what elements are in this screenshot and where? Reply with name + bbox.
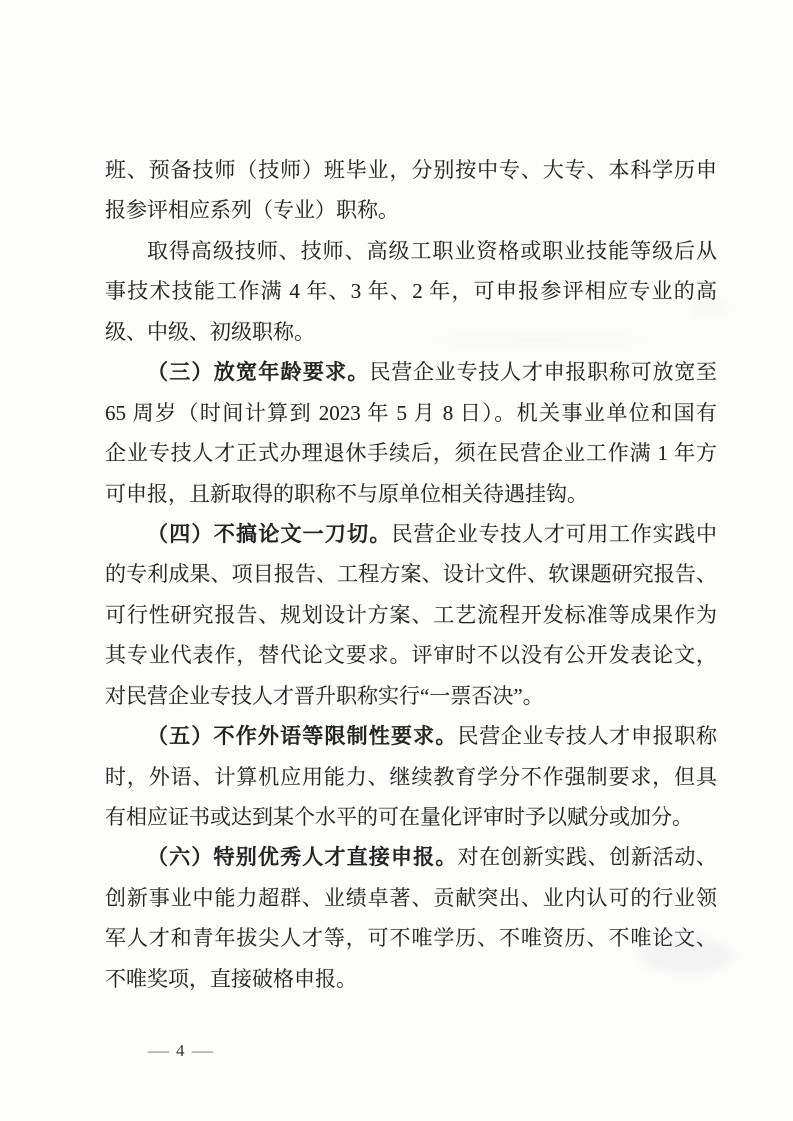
document-body bbox=[105, 150, 717, 999]
para-degree-continuation bbox=[105, 150, 717, 231]
text-line bbox=[105, 352, 717, 392]
text-segment: 民营企业专技人才申报职称可放宽至 bbox=[369, 360, 717, 385]
section-heading: （四）不搞论文一刀切。 bbox=[147, 521, 392, 546]
text-segment: 可申报，且新取得的职称不与原单位相关待遇挂钩。 bbox=[105, 481, 588, 506]
para-skill-qualification bbox=[105, 231, 717, 352]
text-line bbox=[105, 554, 717, 594]
text-segment: 班、预备技师（技师）班毕业，分别按中专、大专、本科学历申 bbox=[105, 158, 717, 182]
text-line bbox=[105, 918, 717, 958]
text-segment: 有相应证书或达到某个水平的可在量化评审时予以赋分或加分。 bbox=[105, 805, 693, 829]
section-heading: （三）放宽年龄要求。 bbox=[147, 360, 370, 385]
text-line bbox=[105, 474, 717, 514]
text-line bbox=[105, 312, 717, 352]
text-segment: 65 周岁（时间计算到 2023 年 5 月 8 日）。机关事业单位和国有 bbox=[105, 400, 717, 425]
text-line bbox=[105, 676, 717, 716]
text-line bbox=[105, 150, 717, 190]
section-4-no-one-size-fits-all-papers bbox=[105, 514, 717, 716]
text-line bbox=[105, 878, 717, 918]
page-number: 4 bbox=[176, 1041, 185, 1060]
text-line bbox=[105, 190, 717, 230]
text-segment: 对在创新实践、创新活动、 bbox=[457, 845, 717, 870]
text-line bbox=[105, 595, 717, 635]
section-6-outstanding-talent-direct-application bbox=[105, 837, 717, 999]
text-segment: 不唯奖项，直接破格申报。 bbox=[105, 966, 357, 991]
text-segment: 对民营企业专技人才晋升职称实行“一票否决”。 bbox=[105, 683, 544, 708]
section-3-relax-age-requirement bbox=[105, 352, 717, 514]
text-line bbox=[105, 271, 717, 311]
text-line bbox=[105, 514, 717, 554]
text-segment: 民营企业专技人才可用工作实践中 bbox=[391, 521, 717, 546]
section-heading: （五）不作外语等限制性要求。 bbox=[147, 724, 458, 749]
text-segment: 企业专技人才正式办理退休手续后，须在民营企业工作满 1 年方 bbox=[105, 441, 717, 466]
text-segment: 创新事业中能力超群、业绩卓著、贡献突出、业内认可的行业领 bbox=[105, 885, 717, 910]
text-line bbox=[105, 635, 717, 675]
footer-dash-left: — bbox=[147, 1041, 170, 1060]
text-segment: 可行性研究报告、规划设计方案、工艺流程开发标准等成果作为 bbox=[105, 602, 717, 627]
section-heading: （六）特别优秀人才直接申报。 bbox=[147, 845, 458, 870]
page-footer bbox=[147, 1040, 213, 1062]
text-line bbox=[105, 757, 717, 797]
text-line bbox=[105, 393, 717, 433]
text-line bbox=[105, 716, 717, 756]
text-segment: 事技术技能工作满 4 年、3 年、2 年，可申报参评相应专业的高 bbox=[105, 279, 717, 304]
text-line bbox=[105, 959, 717, 999]
text-segment: 军人才和青年拔尖人才等，可不唯学历、不唯资历、不唯论文、 bbox=[105, 926, 717, 951]
text-segment: 民营企业专技人才申报职称 bbox=[457, 724, 717, 749]
text-line bbox=[105, 433, 717, 473]
text-segment: 级、中级、初级职称。 bbox=[105, 319, 315, 344]
text-segment: 的专利成果、项目报告、工程方案、设计文件、软课题研究报告、 bbox=[105, 562, 717, 587]
text-line bbox=[105, 231, 717, 271]
section-5-no-language-restrictions bbox=[105, 716, 717, 837]
text-line bbox=[105, 837, 717, 877]
footer-dash-right: — bbox=[191, 1041, 213, 1060]
text-line bbox=[105, 797, 717, 837]
text-segment: 取得高级技师、技师、高级工职业资格或职业技能等级后从 bbox=[147, 238, 717, 263]
text-segment: 时，外语、计算机应用能力、继续教育学分不作强制要求，但具 bbox=[105, 764, 717, 789]
text-segment: 报参评相应系列（专业）职称。 bbox=[105, 198, 399, 223]
text-segment: 其专业代表作，替代论文要求。评审时不以没有公开发表论文， bbox=[105, 643, 717, 668]
